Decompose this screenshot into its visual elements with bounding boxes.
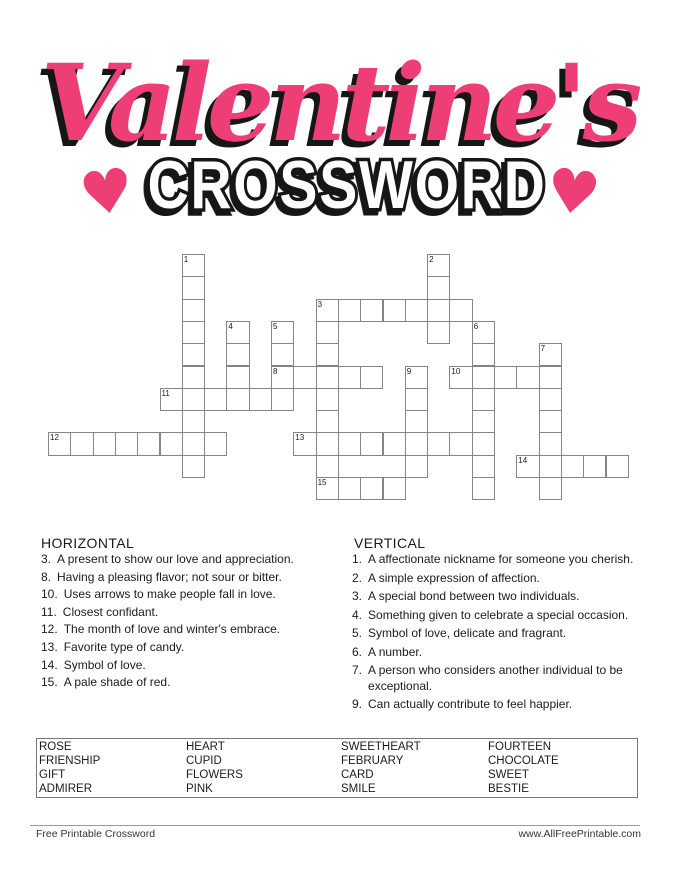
word-bank-word: HEART [186, 741, 225, 753]
grid-cell [427, 299, 450, 322]
clue-item [352, 589, 646, 605]
clue-text: A number. [368, 644, 423, 659]
grid-cell [405, 455, 428, 478]
grid-cell [360, 299, 383, 322]
clue-item [352, 608, 646, 624]
grid-cell [182, 366, 205, 389]
crossword-grid [48, 254, 628, 500]
clue-number: 5. [352, 626, 363, 640]
grid-cell [160, 432, 183, 455]
word-bank-word: SWEET [488, 768, 529, 781]
clue-text: A affectionate nickname for someone you cherish. [368, 552, 634, 566]
grid-cell [316, 299, 339, 322]
clue-number: 4. [352, 607, 363, 622]
cell-number: 9 [406, 366, 412, 376]
clue-number: 8. [41, 569, 52, 584]
word-bank-column [39, 741, 186, 797]
clue-item [41, 605, 341, 621]
cell-number: 1 [183, 255, 189, 264]
grid-cell [338, 366, 361, 389]
clue-number: 10. [41, 587, 58, 602]
grid-cell [316, 388, 339, 411]
clue-text: A special bond between two individuals. [368, 589, 580, 603]
grid-cell [360, 366, 383, 389]
grid-cell [226, 321, 249, 344]
grid-cell [226, 388, 249, 411]
grid-cell [293, 432, 316, 455]
grid-cell [449, 299, 472, 322]
clue-text: Favorite type of candy. [63, 639, 185, 654]
clue-number: 14. [41, 657, 58, 672]
footer-right-text: www.AllFreePrintable.com [518, 828, 641, 840]
cell-number: 8 [273, 366, 278, 376]
grid-cell [182, 432, 205, 455]
clue-item [352, 626, 646, 642]
clue-number: 7. [352, 663, 363, 677]
grid-cell [249, 388, 272, 411]
grid-cell [472, 477, 495, 500]
grid-cell [271, 321, 294, 344]
grid-cell [338, 299, 361, 322]
clue-number: 13. [41, 639, 58, 654]
heart-icon-left: ♥ [75, 154, 139, 232]
grid-cell [561, 455, 584, 478]
grid-cell [316, 366, 339, 389]
grid-cell [539, 432, 562, 455]
grid-cell [427, 254, 450, 277]
vertical-clues-list [352, 552, 646, 716]
word-bank-word: CUPID [186, 754, 222, 767]
grid-cell [271, 366, 294, 389]
clue-item [352, 645, 646, 661]
clue-item [352, 697, 646, 713]
clue-item [41, 570, 341, 586]
grid-cell [204, 432, 227, 455]
grid-cell [539, 366, 562, 389]
heart-icon-right: ♥ [541, 154, 605, 232]
grid-cell [316, 321, 339, 344]
grid-cell [405, 410, 428, 433]
grid-cell [472, 366, 495, 389]
grid-cell [160, 388, 183, 411]
grid-cell [427, 321, 450, 344]
grid-cell [204, 388, 227, 411]
clue-text: Uses arrows to make people fall in love. [63, 587, 276, 602]
cell-number: 15 [317, 478, 327, 487]
grid-cell [338, 432, 361, 455]
horizontal-clues-heading: HORIZONTAL [41, 535, 135, 551]
word-bank-word: PINK [186, 782, 213, 795]
cell-number: 6 [473, 321, 479, 331]
clue-number: 2. [352, 570, 363, 585]
clue-item [41, 622, 341, 638]
clue-number: 15. [41, 675, 58, 690]
word-bank-word: BESTIE [488, 782, 529, 795]
grid-cell [539, 477, 562, 500]
cell-number: 11 [161, 388, 170, 398]
grid-cell [226, 343, 249, 366]
cell-number: 13 [295, 433, 305, 443]
grid-cell [539, 343, 562, 366]
grid-cell [137, 432, 160, 455]
title-block-word: CROSSWORD [147, 147, 547, 223]
grid-cell [70, 432, 93, 455]
grid-cell [338, 477, 361, 500]
cell-number: 4 [228, 321, 233, 331]
grid-cell [271, 343, 294, 366]
cell-number: 2 [429, 255, 434, 264]
grid-cell [316, 455, 339, 478]
grid-cell [182, 254, 205, 277]
clue-number: 12. [41, 622, 58, 637]
title-script-word: Valentine's [40, 40, 638, 165]
footer-divider [30, 825, 640, 826]
clue-text: Having a pleasing flavor; not sour or bitter. [57, 569, 282, 584]
word-bank-word: SMILE [341, 782, 376, 795]
word-bank-word: GIFT [39, 768, 66, 781]
word-bank-word: ROSE [39, 741, 72, 753]
word-bank-word: ADMIRER [39, 782, 93, 795]
cell-number: 14 [518, 455, 528, 465]
clue-text: Something given to celebrate a special occasion. [368, 607, 629, 622]
word-bank-word: FEBRUARY [341, 754, 404, 767]
grid-cell [316, 477, 339, 500]
clue-number: 9. [352, 697, 363, 711]
clue-item [41, 675, 341, 691]
word-bank-column [488, 741, 637, 797]
clue-number: 1. [352, 552, 363, 566]
clue-item [352, 663, 646, 694]
grid-cell [182, 410, 205, 433]
cell-number: 7 [540, 344, 546, 354]
grid-cell [316, 410, 339, 433]
grid-cell [182, 276, 205, 299]
grid-cell [494, 366, 517, 389]
word-bank-word: CARD [341, 768, 374, 781]
grid-cell [583, 455, 606, 478]
clue-text: Can actually contribute to feel happier. [368, 697, 573, 711]
word-bank-word: FRIENSHIP [39, 754, 101, 767]
grid-cell [383, 432, 406, 455]
clue-text: A simple expression of affection. [368, 570, 540, 585]
word-bank-word: SWEETHEART [341, 741, 421, 753]
grid-cell [383, 477, 406, 500]
grid-cell [516, 455, 539, 478]
grid-cell [293, 366, 316, 389]
grid-cell [516, 366, 539, 389]
grid-cell [449, 432, 472, 455]
grid-cell [472, 410, 495, 433]
grid-cell [93, 432, 116, 455]
clue-item [352, 571, 646, 587]
grid-cell [182, 343, 205, 366]
clue-text: Symbol of love, delicate and fragrant. [368, 626, 567, 640]
grid-cell [472, 343, 495, 366]
grid-cell [606, 455, 629, 478]
grid-cell [360, 477, 383, 500]
grid-cell [226, 366, 249, 389]
grid-cell [360, 432, 383, 455]
clue-item [41, 587, 341, 603]
word-bank-column [186, 741, 341, 797]
clue-item [41, 658, 341, 674]
grid-cell [427, 276, 450, 299]
clue-text: A pale shade of red. [63, 675, 171, 690]
grid-cell [539, 388, 562, 411]
grid-cell [472, 388, 495, 411]
grid-cell [539, 410, 562, 433]
cell-number: 12 [50, 433, 59, 443]
clue-number: 3. [352, 589, 363, 603]
grid-cell [383, 299, 406, 322]
grid-cell [316, 343, 339, 366]
grid-cell [182, 388, 205, 411]
word-bank-column [341, 741, 488, 797]
grid-cell [271, 388, 294, 411]
word-bank [36, 738, 638, 798]
clue-text: Closest confidant. [62, 604, 159, 619]
clue-number: 11. [41, 604, 57, 619]
cell-number: 5 [273, 321, 278, 331]
clue-item [41, 552, 341, 568]
clue-text: A present to show our love and appreciation. [57, 552, 294, 566]
vertical-clues-heading: VERTICAL [354, 535, 426, 551]
grid-cell [472, 455, 495, 478]
clue-text: Symbol of love. [63, 657, 146, 672]
grid-cell [316, 432, 339, 455]
clue-text: The month of love and winter's embrace. [63, 622, 281, 637]
grid-cell [405, 366, 428, 389]
word-bank-word: FLOWERS [186, 768, 243, 781]
clue-number: 3. [41, 552, 52, 566]
cell-number: 3 [317, 299, 323, 309]
cell-number: 10 [451, 366, 461, 376]
grid-cell [405, 299, 428, 322]
clue-text: A person who considers another individual to be exceptional. [368, 663, 623, 693]
word-bank-word: CHOCOLATE [488, 754, 559, 767]
grid-cell [539, 455, 562, 478]
grid-cell [472, 321, 495, 344]
grid-cell [405, 432, 428, 455]
grid-cell [472, 432, 495, 455]
grid-cell [48, 432, 71, 455]
footer-left-text: Free Printable Crossword [36, 828, 156, 840]
horizontal-clues-list [41, 552, 341, 693]
clue-number: 6. [352, 644, 363, 659]
grid-cell [182, 299, 205, 322]
word-bank-word: FOURTEEN [488, 741, 552, 753]
clue-item [352, 552, 646, 568]
clue-item [41, 640, 341, 656]
grid-cell [182, 455, 205, 478]
grid-cell [182, 321, 205, 344]
grid-cell [427, 432, 450, 455]
grid-cell [115, 432, 138, 455]
grid-cell [405, 388, 428, 411]
grid-cell [449, 366, 472, 389]
